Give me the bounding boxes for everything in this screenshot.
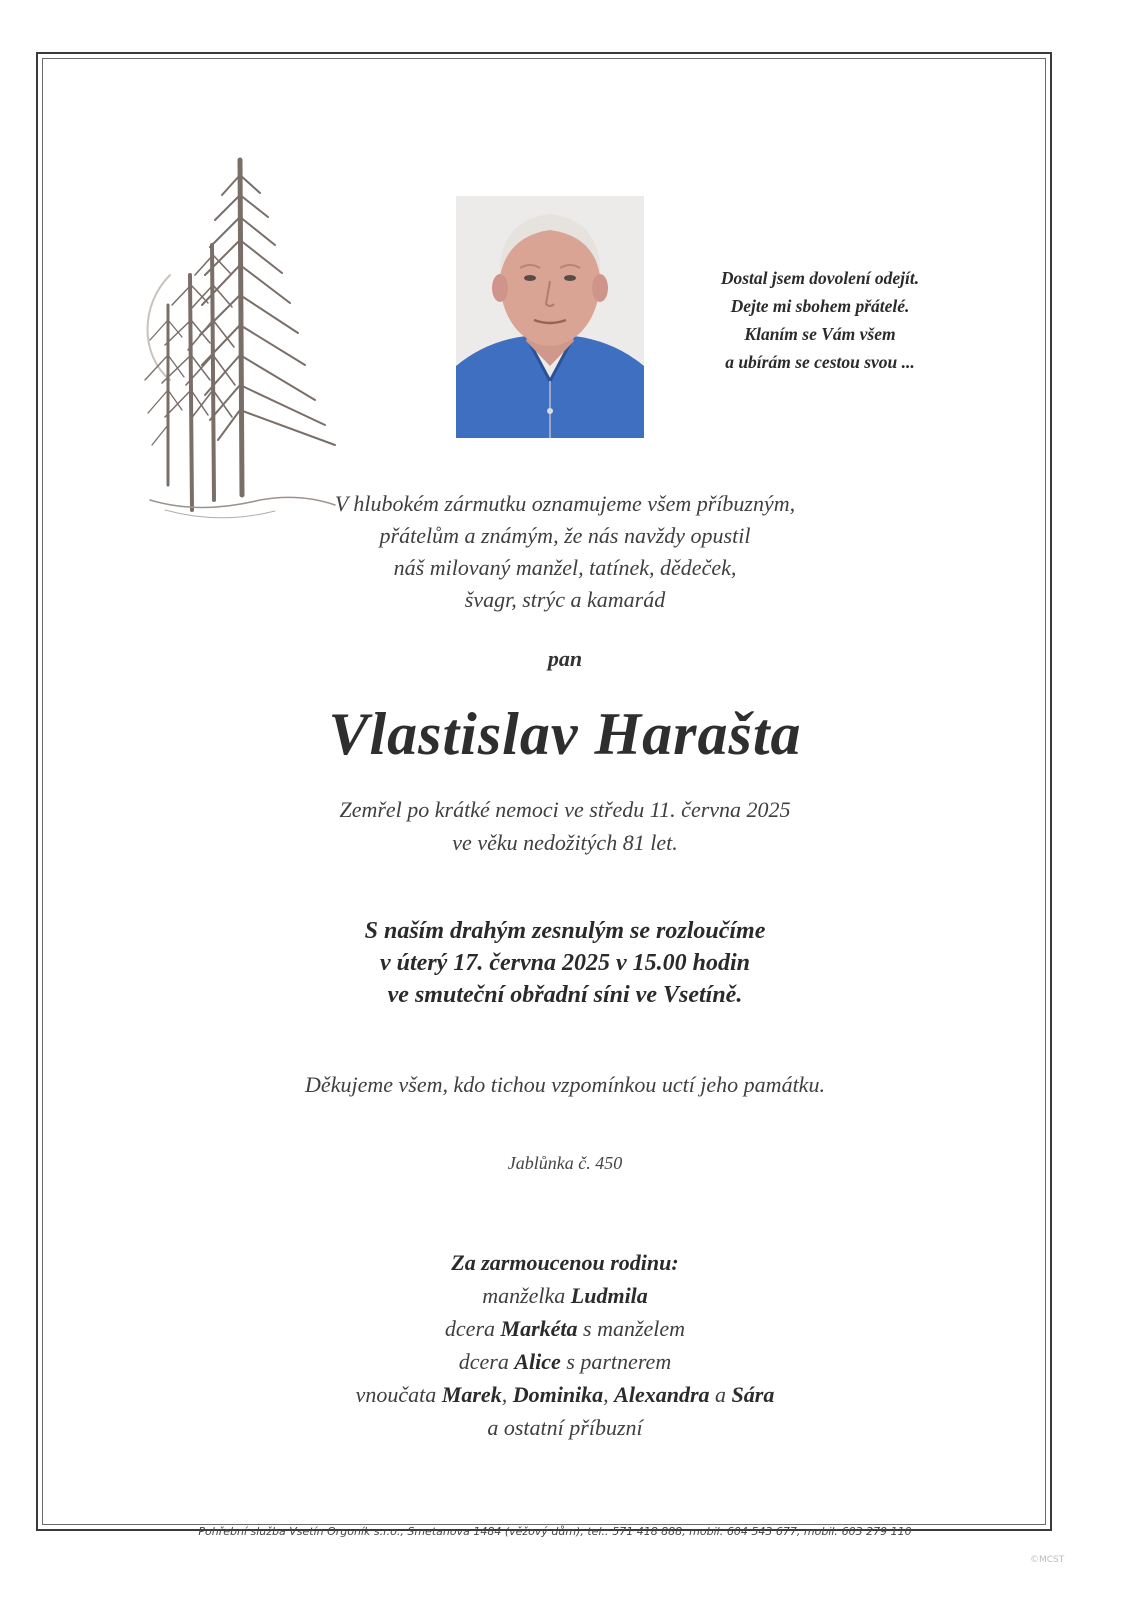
poem-line: Dostal jsem dovolení odejít. [720, 268, 920, 288]
portrait-photo [456, 196, 644, 438]
deceased-name: Vlastislav Harašta [328, 701, 802, 767]
family-name: Alice [514, 1349, 561, 1374]
family-name: Ludmila [570, 1283, 648, 1308]
farewell-line: S naším drahým zesnulým se rozloučíme [364, 918, 766, 944]
family-line [0, 1345, 1130, 1378]
corner-mark: ©MCST [1030, 1555, 1065, 1565]
family-signature [0, 1246, 1130, 1444]
announcement-line: náš milovaný manžel, tatínek, dědeček, [393, 555, 737, 580]
poem-line: Dejte mi sbohem přátelé. [730, 296, 910, 316]
announcement-line: přátelům a známým, že nás navždy opustil [379, 523, 751, 548]
family-name: Dominika [512, 1382, 604, 1407]
title-word: pan [547, 646, 583, 671]
family-line [0, 1312, 1130, 1345]
separator: , [603, 1382, 615, 1407]
relation: dcera [458, 1349, 515, 1374]
announcement-line: V hlubokém zármutku oznamujeme všem příbuzným, [334, 491, 796, 516]
announcement [250, 488, 880, 616]
family-line [0, 1279, 1130, 1312]
family-line: a ostatní příbuzní [487, 1415, 643, 1440]
family-header: Za zarmoucenou rodinu: [451, 1250, 679, 1275]
farewell-line: v úterý 17. června 2025 v 15.00 hodin [380, 950, 750, 976]
poem-line: a ubírám se cestou svou ... [725, 352, 915, 372]
relation-suffix: s partnerem [560, 1349, 672, 1374]
relation-suffix: s manželem [577, 1316, 686, 1341]
death-info-line: ve věku nedožitých 81 let. [452, 830, 678, 855]
funeral-service-footer: Pohřební služba Vsetín Orgoník s.r.o., Smetanova 1484 (věžový dům), tel.: 571 418 888, mobil: 604 543 677, mobil: 603 279 110 [198, 1525, 912, 1538]
trees-illustration [110, 155, 355, 540]
address: Jablůnka č. 450 [507, 1153, 623, 1173]
thanks-line: Děkujeme všem, kdo tichou vzpomínkou uctí jeho památku. [305, 1072, 825, 1097]
poem [688, 264, 952, 376]
death-info [0, 793, 1130, 859]
family-name: Markéta [500, 1316, 578, 1341]
relation: dcera [444, 1316, 501, 1341]
family-line [0, 1378, 1130, 1411]
farewell-line: ve smuteční obřadní síni ve Vsetíně. [387, 982, 743, 1008]
announcement-line: švagr, strýc a kamarád [464, 587, 666, 612]
death-info-line: Zemřel po krátké nemoci ve středu 11. června 2025 [339, 797, 791, 822]
separator: a [709, 1382, 732, 1407]
separator: , [501, 1382, 513, 1407]
relation: manželka [482, 1283, 571, 1308]
farewell-info [0, 915, 1130, 1011]
family-name: Alexandra [614, 1382, 710, 1407]
poem-line: Klaním se Vám všem [744, 324, 896, 344]
family-name: Sára [731, 1382, 775, 1407]
family-name: Marek [441, 1382, 502, 1407]
relation: vnoučata [355, 1382, 442, 1407]
